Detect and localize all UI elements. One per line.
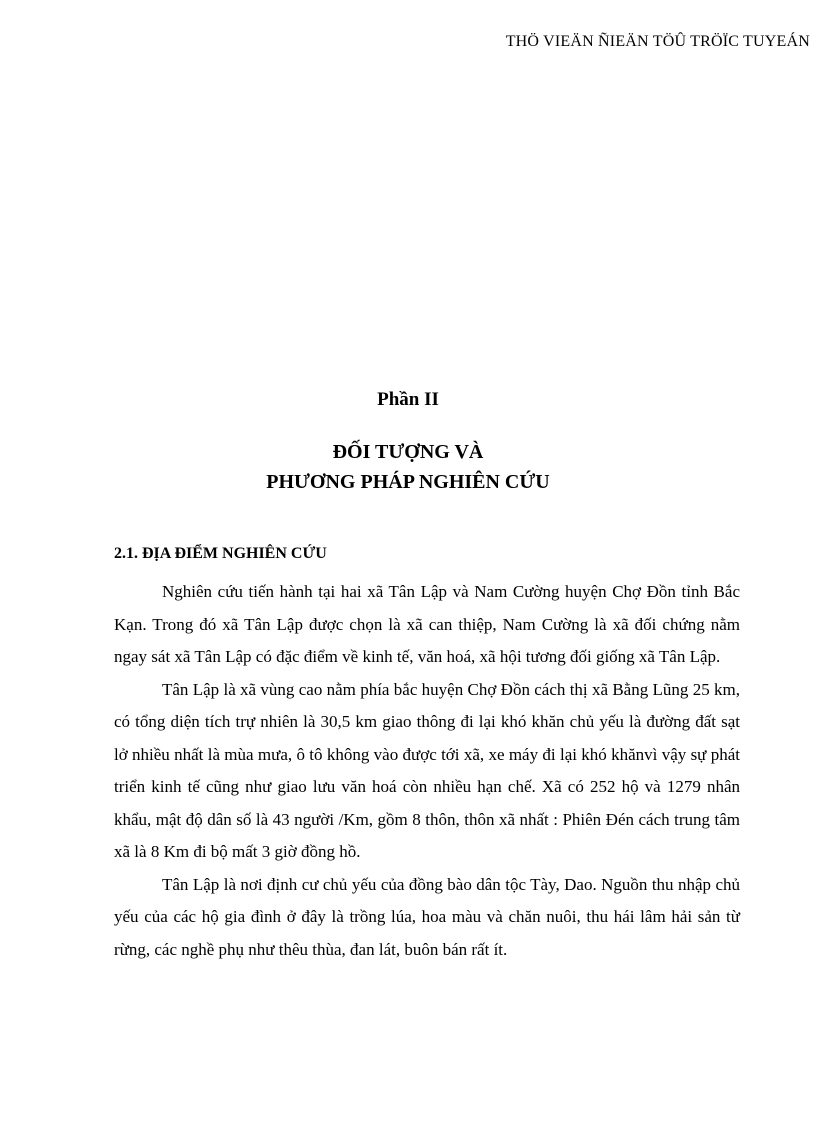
- chapter-title-line-1: ĐỐI TƯỢNG VÀ: [332, 441, 484, 463]
- paragraph: Tân Lập là xã vùng cao nằm phía bắc huyện Chợ Đồn cách thị xã Bằng Lũng 25 km, có tổng diện tích trự nhiên là 30,5 km giao thông đi lại khó khăn chủ yếu là đường đất sạt lở nhiều nhất là mùa mưa, ô tô không vào được tới xã, xe máy đi lại khó khănvì vậy sự phát triển kinh tế cũng như giao lưu văn hoá còn nhiều hạn chế. Xã có 252 hộ và 1279 nhân khẩu, mật độ dân số là 43 người /Km, gồm 8 thôn, thôn xã nhất : Phiên Đén cách trung tâm xã là 8 Km đi bộ mất 3 giờ đồng hồ.: [114, 679, 740, 861]
- running-header: THÖ VIEÄN ÑIEÄN TÖÛ TRÖÏC TUYEÁN: [505, 33, 810, 50]
- paragraph: Tân Lập là nơi định cư chủ yếu của đồng bào dân tộc Tày, Dao. Nguồn thu nhập chủ yếu của các hộ gia đình ở đây là trồng lúa, hoa màu và chăn nuôi, thu hái lâm hải sản từ rừng, các nghề phụ như thêu thùa, đan lát, buôn bán rất ít.: [114, 874, 740, 959]
- paragraph: Nghiên cứu tiến hành tại hai xã Tân Lập và Nam Cường huyện Chợ Đồn tỉnh Bắc Kạn. Trong đó xã Tân Lập được chọn là xã can thiệp, Nam Cường là xã đối chứng nằm ngay sát xã Tân Lập có đặc điểm về kinh tế, văn hoá, xã hội tương đối giống xã Tân Lập.: [114, 582, 740, 666]
- part-label: Phần II: [377, 389, 439, 410]
- chapter-title-line-2: PHƯƠNG PHÁP NGHIÊN CỨU: [266, 471, 550, 493]
- chapter-title: [0, 437, 816, 497]
- section-heading: 2.1. ĐỊA ĐIỂM NGHIÊN CỨU: [114, 545, 327, 562]
- body-text: [114, 576, 740, 966]
